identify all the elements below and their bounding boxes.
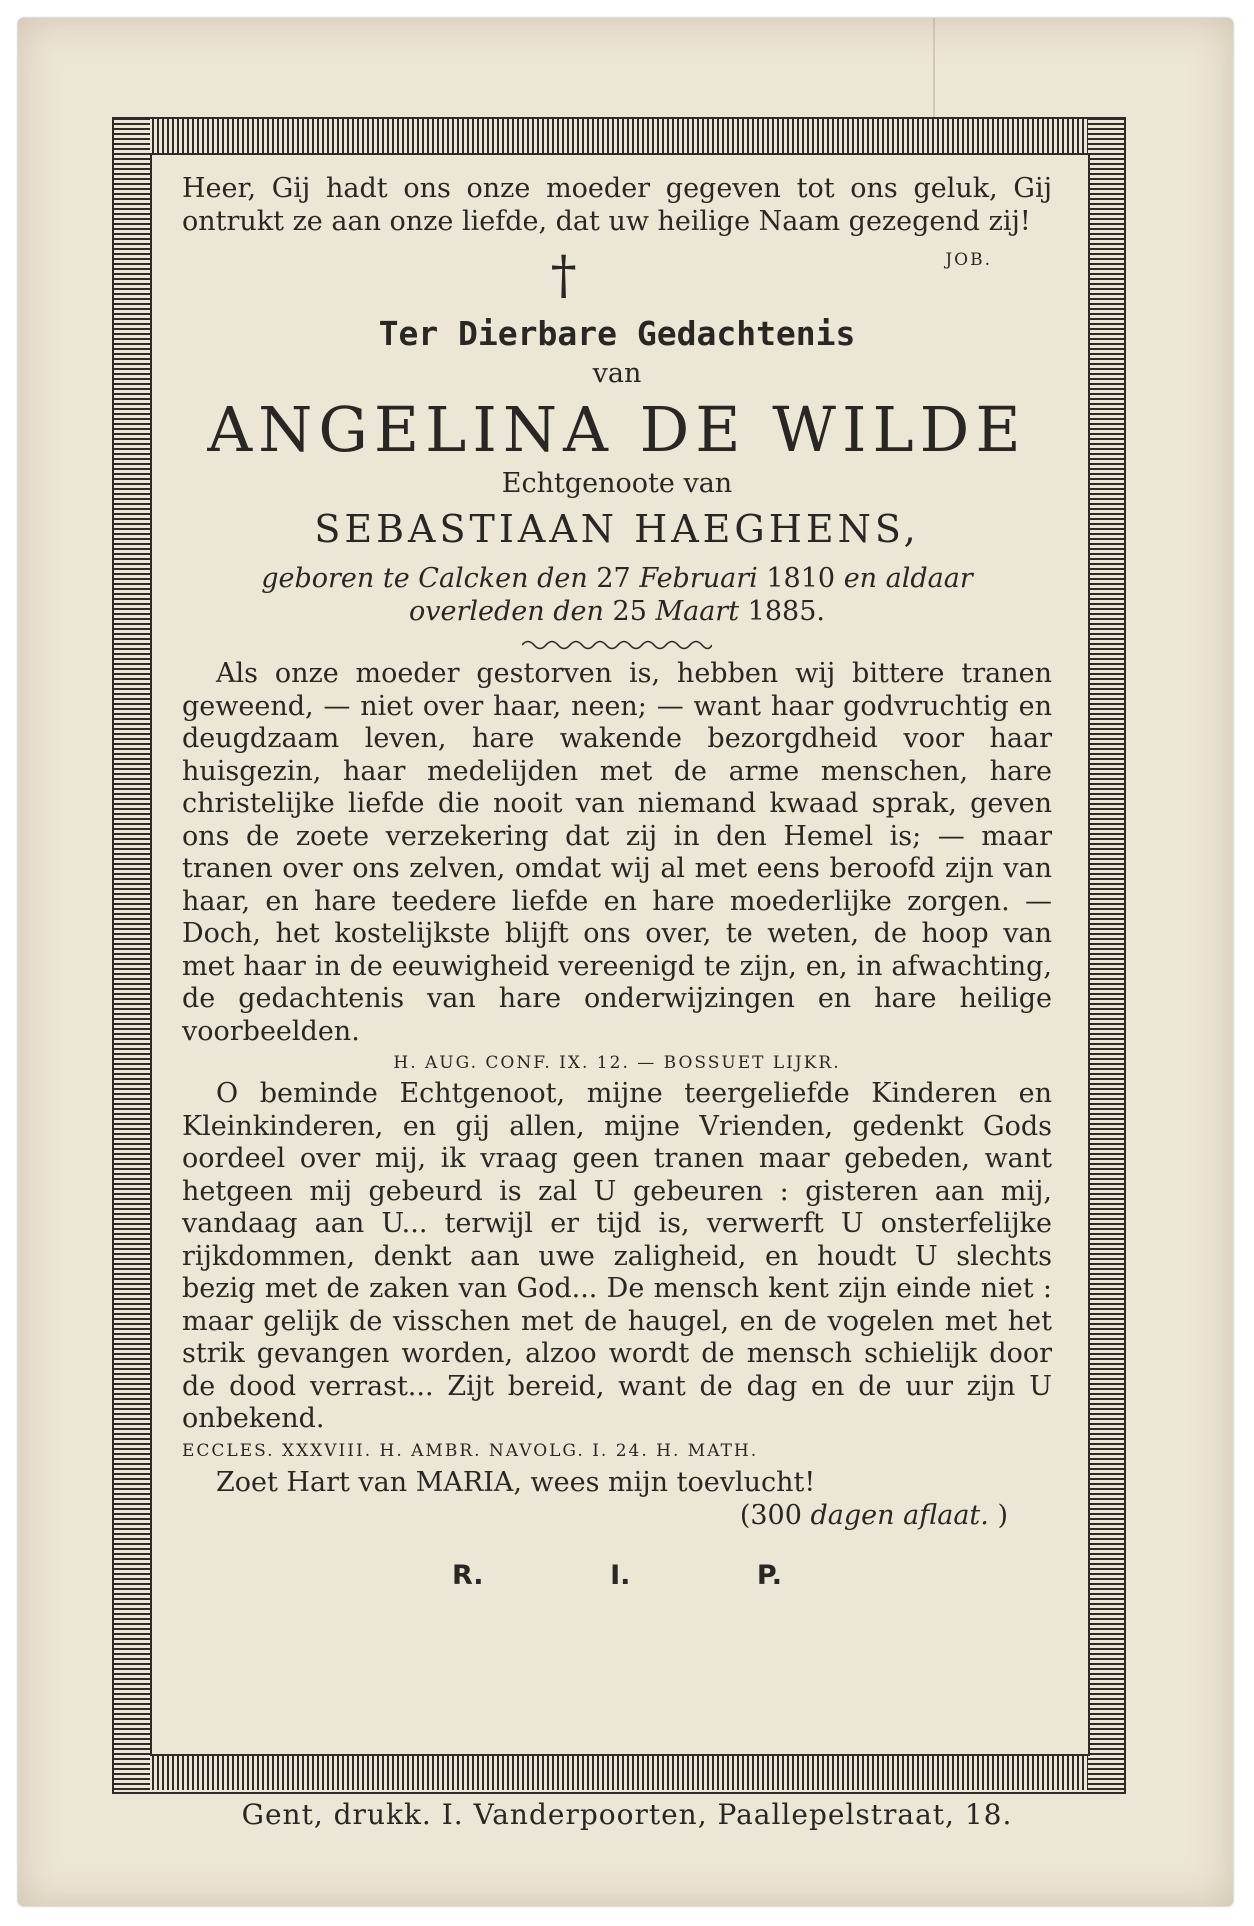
van-label: van [592, 358, 642, 389]
card-content [182, 172, 1052, 1591]
printer-imprint: Gent, drukk. I. Vanderpoorten, Paallepelstraat, 18. [241, 1798, 1013, 1831]
rip-p: P. [756, 1559, 782, 1591]
paragraph-mother: Als onze moeder gestorven is, hebben wij bittere tranen geweend, — niet over haar, neen; — want haar godvruchtig en deugdzaam leven, hare wakende bezorgdheid voor haar huisgezin, haar medelijden met de arme menschen, hare christelijke liefde die nooit van niemand kwaad sprak, geven ons de zoete verzekering dat zij in den Hemel is; — maar tranen over ons zelven, omdat wij al met eens beroofd zijn van haar, en hare teedere liefde en hare moederlijke zorgen. — Doch, het kostelijkste blijft ons over, te weten, de hoop van met haar in de eeuwigheid vereenigd te zijn, en, in afwachting, de gedachtenis van hare onderwijzingen en hare heilige voorbeelden. [182, 658, 1052, 1047]
born-year: 1810 [766, 563, 836, 594]
died-day: 25 [612, 596, 647, 627]
deceased-name: ANGELINA DE WILDE [207, 393, 1027, 466]
prayer-line: Zoet Hart van MARIA, wees mijn toevlucht! [216, 1466, 816, 1498]
rip-r: R. [452, 1559, 484, 1591]
indulgence-open: (300 [739, 1499, 802, 1531]
citation-eccles: ECCLES. XXXVIII. H. AMBR. NAVOLG. I. 24. H. MATH. [182, 1440, 759, 1461]
memorial-title: Ter Dierbare Gedachtenis [378, 314, 856, 353]
citation-augustine: H. AUG. CONF. IX. 12. — BOSSUET LIJKR. [393, 1053, 841, 1073]
rip-line [452, 1560, 782, 1591]
life-dates [182, 562, 1052, 628]
cross-icon: † [550, 246, 577, 306]
indulgence-note [182, 1499, 1008, 1532]
paragraph-farewell: O beminde Echtgenoot, mijne teergeliefde Kinderen en Kleinkinderen, en gij allen, mijne Vrienden, gedenkt Gods oordeel over mij, ik vraag geen tranen maar gebeden, want hetgeen mij gebeurd is zal U gebeuren : gisteren aan mij, vandaag aan U... terwijl er tijd is, verwerft U onsterfelijke rijkdommen, denkt aan uwe zaligheid, en houdt U slechts bezig met de zaken van God... De mensch kent zijn einde niet : maar gelijk de visschen met de haugel, en de vogelen met het strik gevangen worden, alzoo wordt de mensch schielijk door de dood verrast... Zijt bereid, want de dag en de uur zijn U onbekend. [182, 1078, 1052, 1434]
epigraph-text: Heer, Gij hadt ons onze moeder gegeven tot ons geluk, Gij ontrukt ze aan onze liefde, dat uw heilige Naam gezegend zij! [182, 173, 1052, 237]
wavy-divider-icon [522, 638, 712, 652]
died-year: 1885. [747, 596, 825, 627]
born-day: 27 [596, 563, 631, 594]
died-month: Maart [655, 596, 740, 627]
spouse-label: Echtgenoote van [501, 468, 733, 499]
dates-mid: en aldaar [843, 563, 973, 594]
indulgence-close: ) [997, 1499, 1008, 1531]
epigraph [182, 172, 1052, 270]
born-month: Februari [639, 563, 758, 594]
epigraph-source: JOB. [945, 250, 992, 270]
indulgence-text: dagen aflaat. [810, 1499, 989, 1531]
born-prefix: geboren te Calcken den [261, 563, 588, 594]
rip-i: I. [610, 1559, 631, 1591]
spouse-name: SEBASTIAAN HAEGHENS, [314, 507, 920, 551]
died-prefix: overleden den [409, 596, 604, 627]
